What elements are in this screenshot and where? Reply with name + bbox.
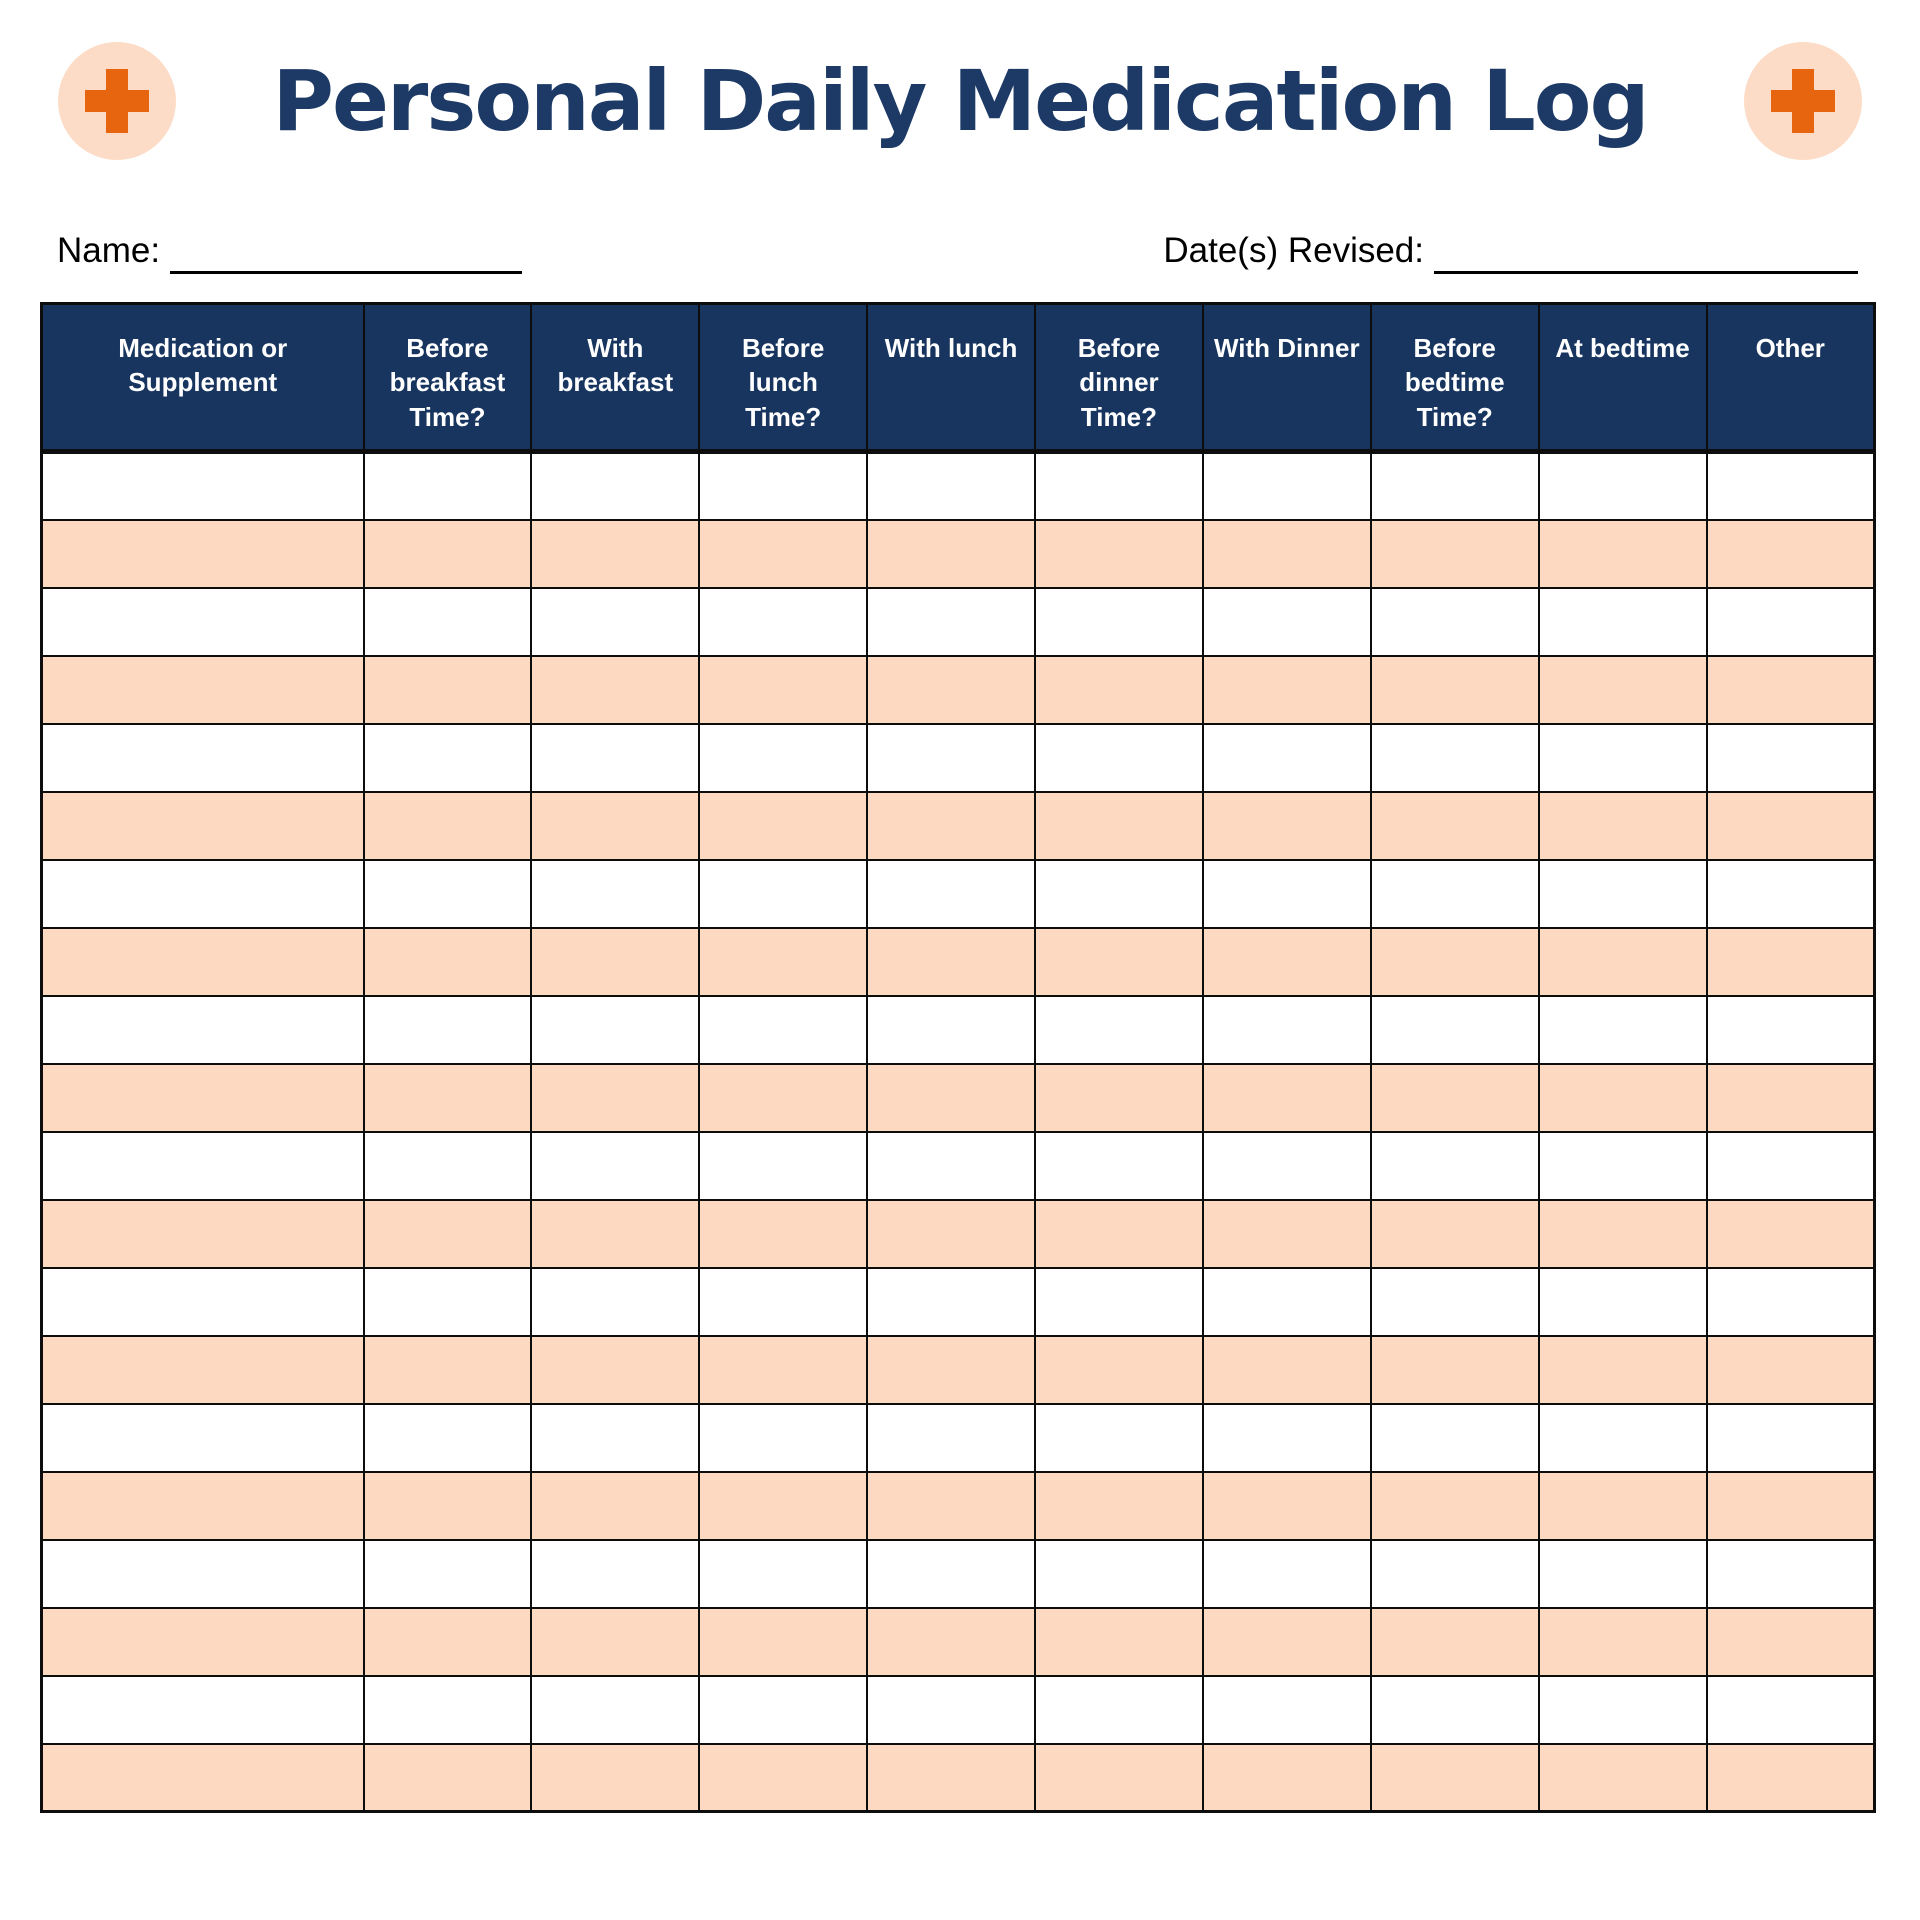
medication-log-cell[interactable] [1035,724,1203,792]
table-row [42,724,1875,792]
medication-log-cell[interactable] [1371,452,1539,520]
medication-log-cell[interactable] [42,1676,364,1744]
medication-log-cell[interactable] [1371,1404,1539,1472]
table-row [42,1132,1875,1200]
medication-log-cell[interactable] [867,452,1035,520]
medication-log-cell[interactable] [42,520,364,588]
table-row [42,1200,1875,1268]
dates-revised-label: Date(s) Revised: [1163,231,1424,270]
medication-log-cell[interactable] [1371,1064,1539,1132]
medication-log-cell[interactable] [1371,1676,1539,1744]
medication-log-cell[interactable] [42,1132,364,1200]
medication-log-cell[interactable] [364,520,532,588]
name-field [57,228,522,274]
table-row [42,452,1875,520]
medication-log-cell[interactable] [1203,588,1371,656]
medication-log-cell[interactable] [1539,1336,1707,1404]
medication-log-cell[interactable] [1707,1676,1875,1744]
medication-log-cell[interactable] [531,656,699,724]
medication-log-cell[interactable] [867,1200,1035,1268]
medication-log-cell[interactable] [531,996,699,1064]
medication-log-cell[interactable] [364,1064,532,1132]
medication-log-cell[interactable] [531,724,699,792]
table-body [42,452,1875,1812]
column-header: Medication or Supplement [42,304,364,452]
column-header: Before dinner Time? [1035,304,1203,452]
medication-log-cell[interactable] [42,996,364,1064]
medication-log-cell[interactable] [867,656,1035,724]
medication-log-cell[interactable] [364,1744,532,1812]
medication-log-cell[interactable] [699,724,867,792]
medication-log-cell[interactable] [1539,996,1707,1064]
medication-log-cell[interactable] [1707,1132,1875,1200]
medication-log-cell[interactable] [364,656,532,724]
medication-log-cell[interactable] [699,996,867,1064]
medication-log-cell[interactable] [1035,588,1203,656]
medication-log-cell[interactable] [1035,1540,1203,1608]
medication-log-cell[interactable] [867,860,1035,928]
medication-log-cell[interactable] [364,1676,532,1744]
medication-log-cell[interactable] [364,588,532,656]
medication-log-cell[interactable] [1035,1676,1203,1744]
medication-log-cell[interactable] [364,1608,532,1676]
medication-log-cell[interactable] [1203,1064,1371,1132]
medication-log-cell[interactable] [531,1200,699,1268]
medication-log-cell[interactable] [1371,1132,1539,1200]
medication-log-cell[interactable] [1035,1404,1203,1472]
medication-log-cell[interactable] [1539,1744,1707,1812]
medication-log-cell[interactable] [1203,520,1371,588]
medication-log-cell[interactable] [531,1268,699,1336]
medication-log-cell[interactable] [1539,1268,1707,1336]
medication-log-cell[interactable] [1707,1404,1875,1472]
medication-log-cell[interactable] [531,520,699,588]
medication-log-cell[interactable] [699,1472,867,1540]
medication-log-cell[interactable] [867,1676,1035,1744]
medication-log-cell[interactable] [1539,1472,1707,1540]
medication-log-cell[interactable] [42,1064,364,1132]
medication-log-cell[interactable] [364,1336,532,1404]
medical-cross-icon [1771,69,1835,133]
medication-log-cell[interactable] [1371,1268,1539,1336]
medication-log-cell[interactable] [1035,1268,1203,1336]
medication-log-cell[interactable] [364,1268,532,1336]
medication-log-cell[interactable] [1539,520,1707,588]
medication-log-cell[interactable] [1203,1200,1371,1268]
medication-log-cell[interactable] [699,928,867,996]
medication-log-cell[interactable] [867,1540,1035,1608]
medication-log-cell[interactable] [699,588,867,656]
medication-log-cell[interactable] [42,1472,364,1540]
medication-log-cell[interactable] [364,996,532,1064]
medication-log-cell[interactable] [1371,1608,1539,1676]
medication-log-cell[interactable] [1035,1608,1203,1676]
table-row [42,1744,1875,1812]
medication-log-cell[interactable] [42,860,364,928]
medication-log-cell[interactable] [364,1200,532,1268]
medication-log-cell[interactable] [1371,1472,1539,1540]
medication-log-cell[interactable] [1203,928,1371,996]
medication-log-cell[interactable] [1539,452,1707,520]
table-row [42,1064,1875,1132]
medication-log-cell[interactable] [42,1744,364,1812]
medication-log-cell[interactable] [531,792,699,860]
medication-log-cell[interactable] [1539,1404,1707,1472]
medication-log-cell[interactable] [1203,1404,1371,1472]
medication-log-cell[interactable] [42,928,364,996]
medication-log-cell[interactable] [1203,1132,1371,1200]
medication-log-cell[interactable] [1707,996,1875,1064]
medication-log-cell[interactable] [531,1540,699,1608]
medication-log-cell[interactable] [1371,1744,1539,1812]
medication-log-cell[interactable] [1707,452,1875,520]
medication-log-cell[interactable] [1035,452,1203,520]
medication-log-cell[interactable] [1035,860,1203,928]
medication-log-cell[interactable] [699,792,867,860]
medication-log-cell[interactable] [1707,588,1875,656]
medication-log-cell[interactable] [42,1404,364,1472]
medication-log-cell[interactable] [867,1744,1035,1812]
medication-log-cell[interactable] [1203,724,1371,792]
medication-log-table [40,302,1876,1813]
medication-log-cell[interactable] [1035,1064,1203,1132]
table-header [42,304,1875,452]
medication-log-cell[interactable] [699,1744,867,1812]
medication-log-cell[interactable] [364,1132,532,1200]
medication-log-cell[interactable] [1203,1676,1371,1744]
table-row [42,928,1875,996]
medication-log-cell[interactable] [1707,1608,1875,1676]
medication-log-cell[interactable] [1035,792,1203,860]
medication-log-cell[interactable] [364,860,532,928]
medication-log-cell[interactable] [531,1676,699,1744]
medication-log-cell[interactable] [867,588,1035,656]
medication-log-cell[interactable] [1371,1200,1539,1268]
medication-log-cell[interactable] [531,1404,699,1472]
medication-log-cell[interactable] [699,1336,867,1404]
medication-log-cell[interactable] [1035,996,1203,1064]
medication-log-cell[interactable] [1707,1336,1875,1404]
medication-log-cell[interactable] [1539,724,1707,792]
medication-log-cell[interactable] [867,1268,1035,1336]
medication-log-cell[interactable] [1539,1540,1707,1608]
medication-log-cell[interactable] [531,928,699,996]
medication-log-cell[interactable] [1539,1132,1707,1200]
page-title: Personal Daily Medication Log [272,52,1648,150]
medical-cross-badge-left [58,42,176,160]
medication-log-cell[interactable] [42,1268,364,1336]
medication-log-cell[interactable] [1371,792,1539,860]
medication-log-cell[interactable] [1539,656,1707,724]
medication-log-cell[interactable] [1707,520,1875,588]
medication-log-cell[interactable] [1539,928,1707,996]
medication-log-cell[interactable] [1203,656,1371,724]
table-row [42,1608,1875,1676]
medication-log-cell[interactable] [1371,588,1539,656]
medication-log-cell[interactable] [42,452,364,520]
medication-log-cell[interactable] [1035,1472,1203,1540]
table-row [42,1540,1875,1608]
medication-log-cell[interactable] [42,792,364,860]
medication-log-cell[interactable] [1035,1132,1203,1200]
medication-log-cell[interactable] [867,1404,1035,1472]
medication-log-cell[interactable] [1203,996,1371,1064]
medication-log-cell[interactable] [1707,1744,1875,1812]
medication-log-cell[interactable] [364,928,532,996]
column-header: Before lunch Time? [699,304,867,452]
name-label: Name: [57,231,161,270]
medication-log-cell[interactable] [42,1336,364,1404]
medication-log-cell[interactable] [1539,588,1707,656]
medication-log-cell[interactable] [1707,860,1875,928]
medication-log-cell[interactable] [42,1200,364,1268]
medication-log-cell[interactable] [1707,1064,1875,1132]
medication-log-cell[interactable] [1707,1200,1875,1268]
medication-log-cell[interactable] [42,724,364,792]
medication-log-cell[interactable] [1707,792,1875,860]
medication-log-cell[interactable] [867,792,1035,860]
medication-log-cell[interactable] [867,724,1035,792]
column-header: Before breakfast Time? [364,304,532,452]
medication-log-cell[interactable] [699,860,867,928]
medication-log-cell[interactable] [364,452,532,520]
table-row [42,656,1875,724]
medication-log-cell[interactable] [867,928,1035,996]
medication-log-cell[interactable] [1203,452,1371,520]
medication-log-cell[interactable] [531,1608,699,1676]
form-fields [57,228,1858,274]
medication-log-cell[interactable] [1371,1540,1539,1608]
medication-log-cell[interactable] [699,520,867,588]
medication-log-cell[interactable] [1203,1608,1371,1676]
medication-log-cell[interactable] [1371,928,1539,996]
medication-log-cell[interactable] [531,1132,699,1200]
medication-log-cell[interactable] [1371,656,1539,724]
medication-log-cell[interactable] [1035,656,1203,724]
medication-log-cell[interactable] [1539,1608,1707,1676]
medication-log-cell[interactable] [1203,1336,1371,1404]
table-row [42,1268,1875,1336]
medication-log-cell[interactable] [42,1608,364,1676]
column-header: With lunch [867,304,1035,452]
medication-log-cell[interactable] [531,860,699,928]
medication-log-cell[interactable] [364,792,532,860]
medication-log-cell[interactable] [867,1064,1035,1132]
table-row [42,1404,1875,1472]
medication-log-cell[interactable] [1371,1336,1539,1404]
medication-log-cell[interactable] [1707,1268,1875,1336]
medication-log-cell[interactable] [364,1540,532,1608]
masthead [58,40,1862,162]
medication-log-cell[interactable] [42,588,364,656]
medication-log-cell[interactable] [42,656,364,724]
table-row [42,996,1875,1064]
medication-log-cell[interactable] [1203,792,1371,860]
medication-log-cell[interactable] [699,452,867,520]
medication-log-cell[interactable] [42,1540,364,1608]
medical-cross-badge-right [1744,42,1862,160]
medication-log-cell[interactable] [1371,860,1539,928]
medication-log-cell[interactable] [1539,1200,1707,1268]
medication-log-cell[interactable] [1707,1540,1875,1608]
medication-log-cell[interactable] [364,724,532,792]
table-row [42,1676,1875,1744]
table-row [42,860,1875,928]
medication-log-cell[interactable] [1371,996,1539,1064]
table-row [42,588,1875,656]
medication-log-cell[interactable] [867,1336,1035,1404]
medication-log-cell[interactable] [531,452,699,520]
medication-log-cell[interactable] [531,1336,699,1404]
dates-revised-input-line[interactable] [1434,234,1858,274]
medication-log-cell[interactable] [1539,1064,1707,1132]
name-input-line[interactable] [170,234,522,274]
medication-log-cell[interactable] [531,1472,699,1540]
dates-revised-field [1163,228,1858,274]
medication-log-cell[interactable] [1203,1268,1371,1336]
medication-log-cell[interactable] [1539,1676,1707,1744]
medication-log-cell[interactable] [531,1064,699,1132]
column-header: With Dinner [1203,304,1371,452]
column-header: Other [1707,304,1875,452]
medication-log-cell[interactable] [364,1472,532,1540]
medication-log-cell[interactable] [699,1676,867,1744]
medication-log-cell[interactable] [699,1404,867,1472]
column-header: At bedtime [1539,304,1707,452]
column-header: With breakfast [531,304,699,452]
medication-log-cell[interactable] [699,1200,867,1268]
medication-log-cell[interactable] [1539,860,1707,928]
table-row [42,520,1875,588]
table-row [42,1472,1875,1540]
medication-log-cell[interactable] [699,1064,867,1132]
medication-log-cell[interactable] [1707,1472,1875,1540]
medication-log-cell[interactable] [1203,1744,1371,1812]
medication-log-cell[interactable] [699,1540,867,1608]
medication-log-cell[interactable] [1371,520,1539,588]
table-row [42,1336,1875,1404]
medication-log-cell[interactable] [1203,860,1371,928]
medication-log-cell[interactable] [699,1608,867,1676]
medication-log-cell[interactable] [1203,1472,1371,1540]
medication-log-cell[interactable] [1371,724,1539,792]
medication-log-cell[interactable] [1035,520,1203,588]
medication-log-cell[interactable] [867,996,1035,1064]
medication-log-cell[interactable] [1203,1540,1371,1608]
medication-log-cell[interactable] [1707,928,1875,996]
medication-log-cell[interactable] [867,520,1035,588]
medication-log-cell[interactable] [1035,1200,1203,1268]
medication-log-cell[interactable] [1035,928,1203,996]
medication-log-cell[interactable] [1035,1336,1203,1404]
medication-log-cell[interactable] [1707,724,1875,792]
column-header: Before bedtime Time? [1371,304,1539,452]
medication-log-cell[interactable] [867,1132,1035,1200]
medication-log-cell[interactable] [699,1132,867,1200]
medication-log-cell[interactable] [531,588,699,656]
medication-log-cell[interactable] [699,1268,867,1336]
medical-cross-icon [85,69,149,133]
medication-log-cell[interactable] [867,1472,1035,1540]
medication-log-cell[interactable] [1707,656,1875,724]
medication-log-cell[interactable] [699,656,867,724]
medication-log-cell[interactable] [364,1404,532,1472]
medication-log-cell[interactable] [867,1608,1035,1676]
medication-log-cell[interactable] [1035,1744,1203,1812]
medication-log-cell[interactable] [531,1744,699,1812]
medication-log-cell[interactable] [1539,792,1707,860]
table-row [42,792,1875,860]
header-row [42,304,1875,452]
